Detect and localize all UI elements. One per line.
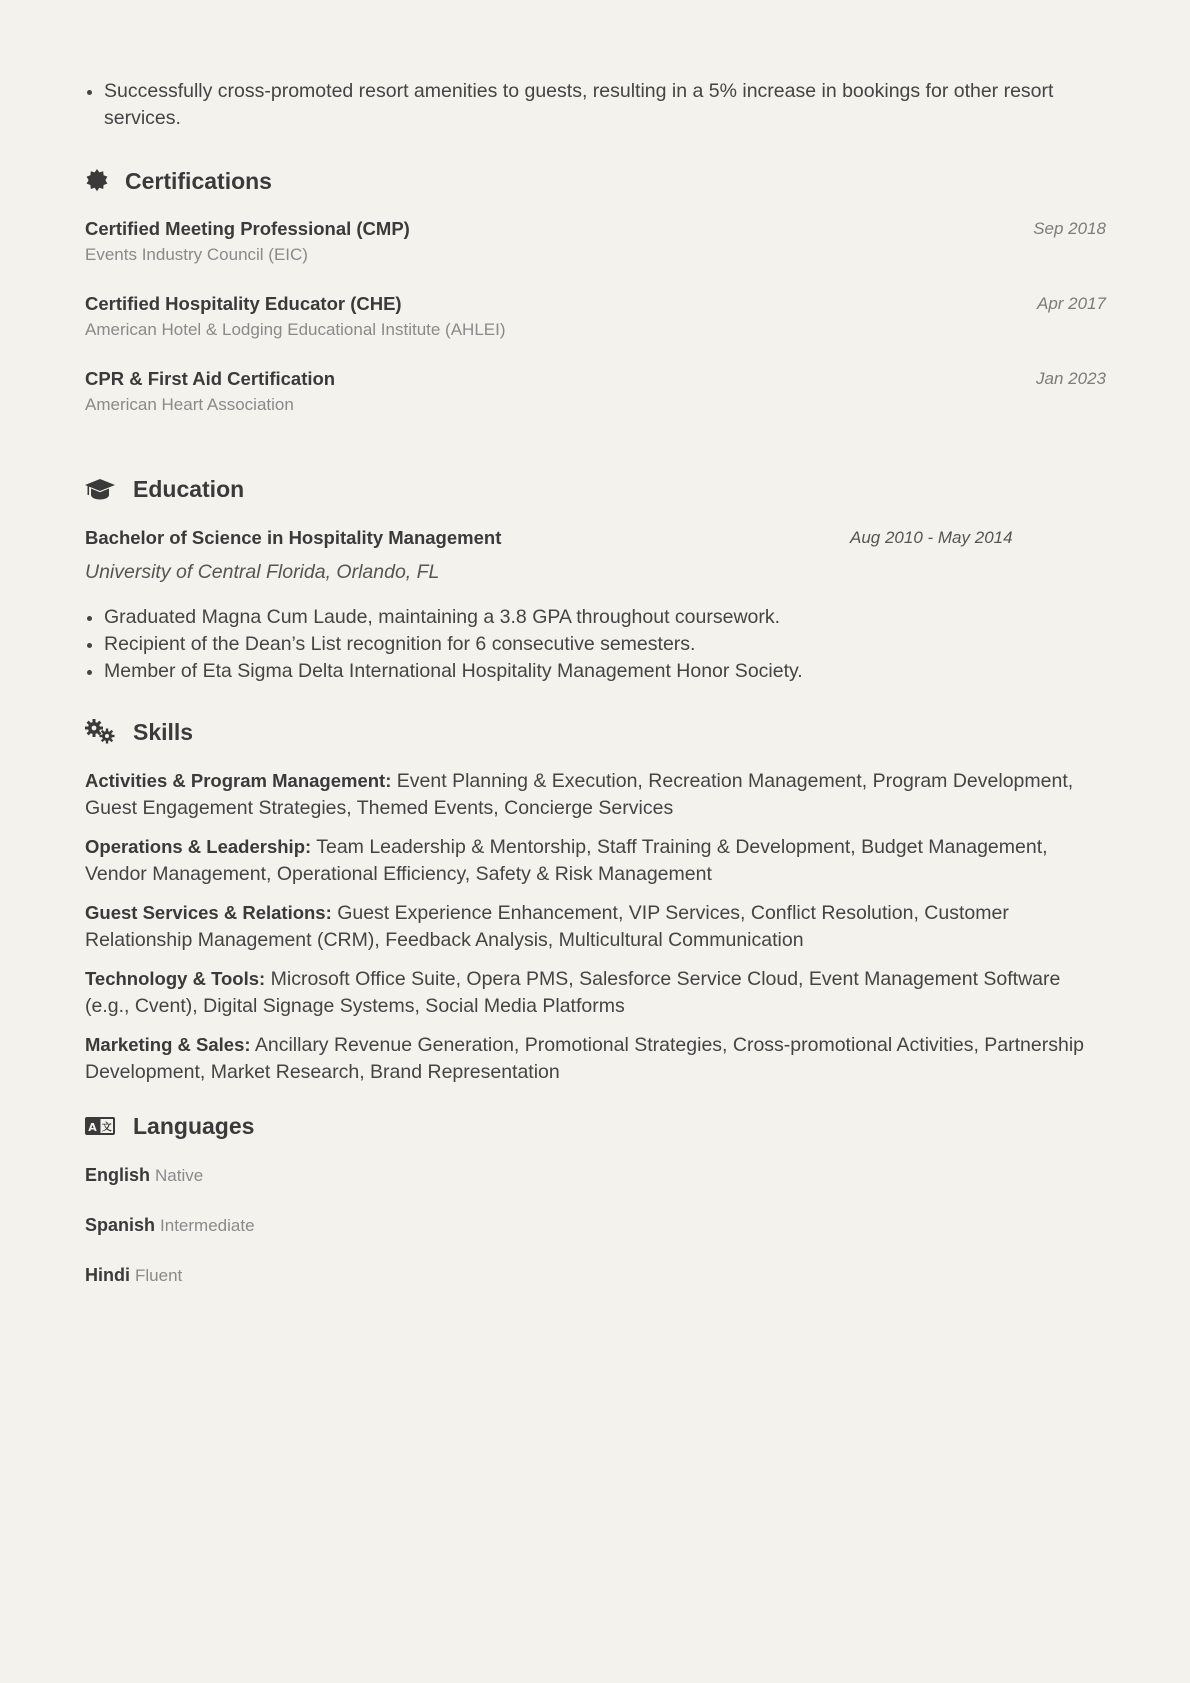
education-entry	[85, 524, 1106, 685]
skill-group	[85, 899, 1106, 954]
certification-date: Jan 2023	[1036, 369, 1106, 388]
language-name: Spanish	[85, 1215, 156, 1235]
languages-list	[85, 1163, 1106, 1313]
resume-page	[85, 78, 1106, 1313]
certification-date: Sep 2018	[1033, 219, 1106, 238]
skill-items: Team Leadership & Mentorship, Staff Training & Development, Budget Management, Vendor Management, Operational Efficiency, Safety & Risk Management	[85, 836, 1048, 885]
skill-items: Ancillary Revenue Generation, Promotional Strategies, Cross-promotional Activities, Partnership Development, Market Research, Brand Representation	[85, 1034, 1085, 1083]
certifications-section-header	[85, 166, 1106, 196]
language-name: English	[85, 1165, 151, 1185]
certification-issuer: Events Industry Council (EIC)	[85, 245, 308, 264]
skills-heading: Skills	[133, 718, 194, 745]
skill-items: Microsoft Office Suite, Opera PMS, Salesforce Service Cloud, Event Management Software (e.g., Cvent), Digital Signage Systems, Social Media Platforms	[85, 968, 1061, 1017]
education-section-header	[85, 474, 1106, 504]
degree-name: Bachelor of Science in Hospitality Management	[85, 527, 502, 548]
language-icon	[85, 1111, 123, 1141]
certification-issuer: American Heart Association	[85, 395, 294, 414]
languages-heading: Languages	[133, 1112, 255, 1139]
language-level: Native	[155, 1166, 204, 1185]
skill-group	[85, 965, 1106, 1020]
skills-list	[85, 767, 1106, 1086]
skill-items: Guest Experience Enhancement, VIP Services, Conflict Resolution, Customer Relationship Management (CRM), Feedback Analysis, Multicultural Communication	[85, 902, 1009, 951]
languages-section-header	[85, 1111, 1106, 1141]
certification-issuer: American Hotel & Lodging Educational Institute (AHLEI)	[85, 320, 506, 339]
skill-category: Guest Services & Relations:	[85, 902, 332, 923]
experience-bullet: Successfully cross-promoted resort amenities to guests, resulting in a 5% increase in bookings for other resort services.	[85, 78, 1106, 132]
certification-item	[85, 217, 1106, 292]
certifications-heading: Certifications	[125, 167, 272, 194]
language-item	[85, 1213, 1106, 1263]
certification-name: CPR & First Aid Certification	[85, 368, 336, 389]
certification-item	[85, 367, 1106, 442]
language-item	[85, 1263, 1106, 1313]
skill-group	[85, 1031, 1106, 1086]
skill-category: Operations & Leadership:	[85, 836, 312, 857]
certifications-list	[85, 217, 1106, 442]
education-title-row	[85, 524, 1106, 552]
svg-text:文: 文	[101, 1122, 112, 1134]
education-bullet: Graduated Magna Cum Laude, maintaining a 3.8 GPA throughout coursework.	[85, 604, 1106, 631]
skill-group	[85, 833, 1106, 888]
education-bullet: Member of Eta Sigma Delta International Hospitality Management Honor Society.	[85, 658, 1106, 685]
skill-group	[85, 767, 1106, 822]
education-bullet: Recipient of the Dean’s List recognition for 6 consecutive semesters.	[85, 631, 1106, 658]
skill-category: Marketing & Sales:	[85, 1034, 251, 1055]
education-heading: Education	[133, 475, 245, 502]
certification-name: Certified Meeting Professional (CMP)	[85, 218, 410, 239]
certificate-badge-icon	[85, 166, 115, 196]
language-name: Hindi	[85, 1265, 130, 1285]
certification-item	[85, 292, 1106, 367]
skill-category: Technology & Tools:	[85, 968, 266, 989]
language-item	[85, 1163, 1106, 1213]
education-date: Aug 2010 - May 2014	[850, 528, 1013, 547]
graduation-cap-icon	[85, 474, 123, 504]
language-level: Intermediate	[160, 1216, 255, 1235]
svg-text:A: A	[88, 1121, 97, 1134]
certification-date: Apr 2017	[1037, 294, 1106, 313]
school-name: University of Central Florida, Orlando, FL	[85, 561, 440, 583]
skill-items: Event Planning & Execution, Recreation Management, Program Development, Guest Engagement Strategies, Themed Events, Concierge Services	[85, 770, 1074, 819]
experience-bullet-list	[85, 78, 1106, 132]
gears-icon	[85, 717, 123, 747]
certification-name: Certified Hospitality Educator (CHE)	[85, 293, 402, 314]
skill-category: Activities & Program Management:	[85, 770, 392, 791]
language-level: Fluent	[135, 1266, 183, 1285]
skills-section-header	[85, 717, 1106, 747]
education-bullet-list	[85, 604, 1106, 685]
